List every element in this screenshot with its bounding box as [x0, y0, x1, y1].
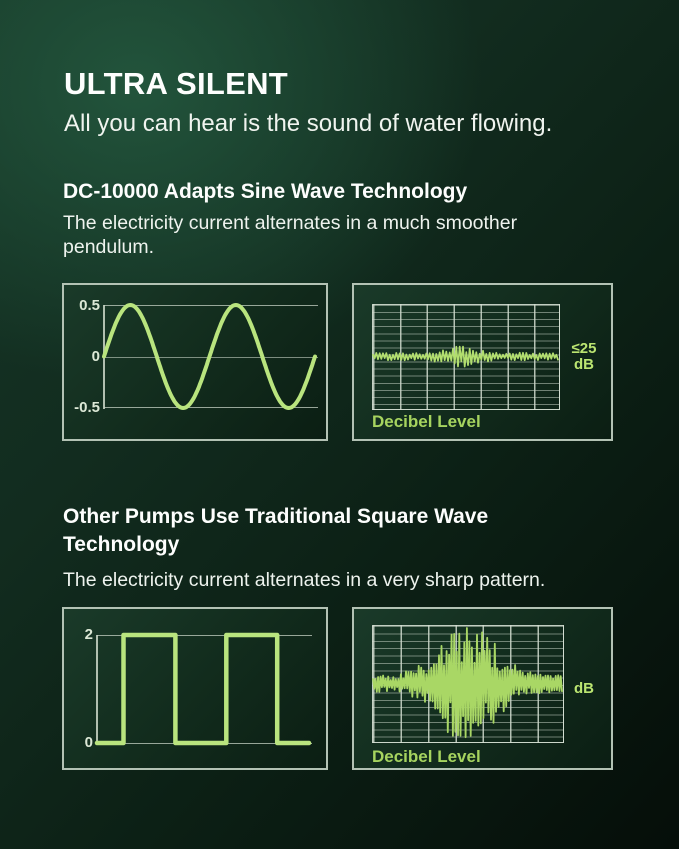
square-wave-line	[97, 635, 309, 743]
sine-plot-area	[104, 305, 315, 408]
sine-ytick-negative: -0.5	[74, 399, 100, 416]
annotation-unit: dB	[574, 356, 594, 373]
section-square-heading: Other Pumps Use Traditional Square Wave Technology	[63, 505, 489, 557]
quiet-noise-trace	[373, 305, 558, 408]
decibel-caption: Decibel Level	[372, 412, 481, 431]
decibel-annotation	[558, 341, 610, 373]
square-wave-chart	[62, 607, 328, 770]
section-sine-heading: DC-10000 Adapts Sine Wave Technology	[63, 180, 468, 203]
decibel-annotation	[558, 681, 610, 697]
page-subtitle: All you can hear is the sound of water flowing.	[64, 110, 553, 137]
loud-noise-trace	[373, 626, 562, 741]
decibel-grid	[372, 625, 564, 743]
square-ytick-low: 0	[84, 734, 93, 751]
decibel-grid	[372, 304, 560, 410]
square-ytick-high: 2	[84, 626, 93, 643]
sine-wave-chart	[62, 283, 328, 441]
decibel-chart-sine-pump	[352, 283, 613, 441]
annotation-unit: dB	[574, 680, 594, 697]
square-plot-area	[97, 635, 309, 743]
decibel-chart-square-pump	[352, 607, 613, 770]
sine-ytick-positive: 0.5	[79, 297, 100, 314]
section-sine-body: The electricity current alternates in a much smoother pendulum.	[63, 212, 518, 259]
sine-wave-line	[104, 305, 315, 408]
section-square-body: The electricity current alternates in a very sharp pattern.	[63, 569, 546, 591]
decibel-caption: Decibel Level	[372, 747, 481, 766]
page-title: ULTRA SILENT	[64, 66, 289, 101]
annotation-value: ≤25	[571, 340, 597, 357]
sine-ytick-zero: 0	[91, 348, 100, 365]
